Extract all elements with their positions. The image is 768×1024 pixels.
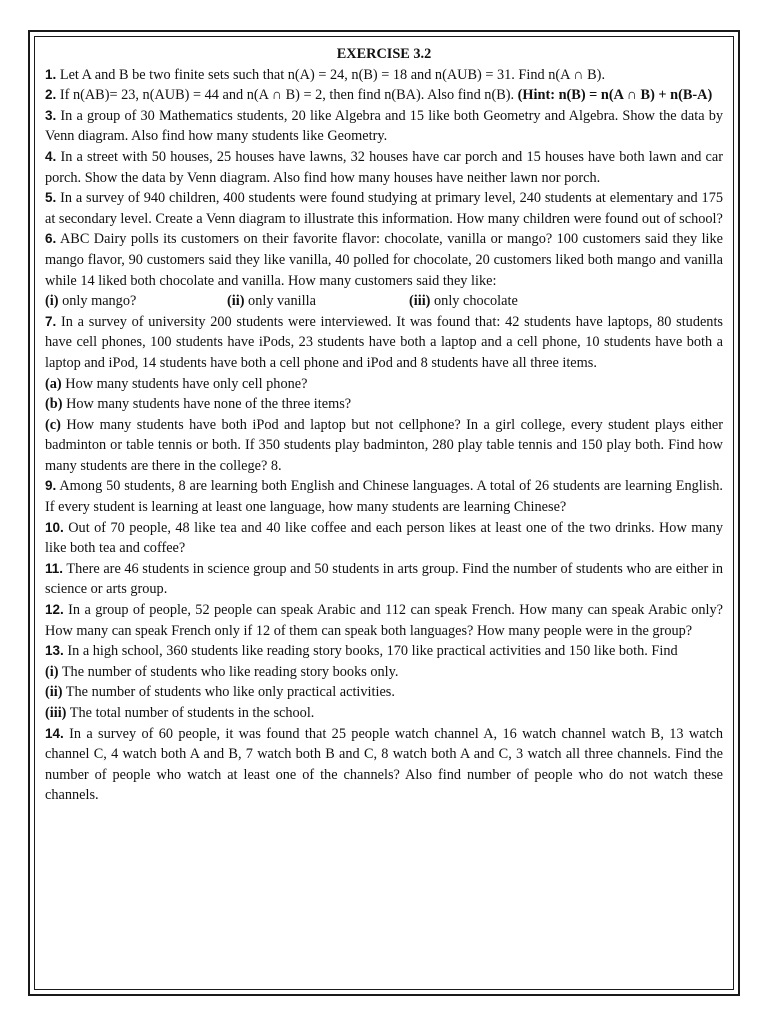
question-2 bbox=[45, 85, 723, 106]
option-iii bbox=[409, 291, 518, 312]
question-9 bbox=[45, 476, 723, 517]
question-number: 3. bbox=[45, 107, 57, 123]
question-text: In a survey of 940 children, 400 students were found studying at primary level, 240 students at elementary and 175 at secondary level. Create a Venn diagram to illustrate this information. How many children were found out of school? bbox=[45, 190, 723, 227]
part-text: The number of students who like only practical activities. bbox=[65, 684, 395, 701]
question-13i bbox=[45, 662, 723, 683]
option-ii bbox=[227, 291, 409, 312]
part-text: The number of students who like reading story books only. bbox=[61, 663, 399, 680]
question-text: In a survey of 60 people, it was found that 25 people watch channel A, 16 watch channel watch B, 13 watch channel C, 4 watch both A and B, 7 watch both B and C, 8 watch both A and C, 3 watch all three channels. Find the number of people who watch at least one of the channels? Also find number of people who do not watch these channels. bbox=[45, 725, 724, 804]
part-label: (c) bbox=[45, 416, 61, 433]
part-label: (b) bbox=[45, 396, 63, 413]
hint-text: (Hint: n(B) = n(A ∩ B) + n(B-A) bbox=[517, 87, 713, 104]
question-12 bbox=[45, 600, 723, 641]
part-label: (iii) bbox=[45, 705, 67, 721]
question-number: 7. bbox=[45, 313, 57, 329]
question-5 bbox=[45, 188, 723, 229]
question-text: In a street with 50 houses, 25 houses have lawns, 32 houses have car porch and 15 houses have both lawn and car porch. Show the data by Venn diagram. Also find how many houses have neither lawn nor porch. bbox=[45, 148, 723, 186]
question-number: 5. bbox=[45, 190, 57, 206]
question-text: In a high school, 360 students like reading story books, 170 like practical activities and 150 like both. Find bbox=[67, 643, 678, 660]
part-text: How many students have only cell phone? bbox=[65, 375, 308, 392]
question-number: 4. bbox=[45, 148, 57, 164]
question-13ii bbox=[45, 682, 723, 703]
question-13iii bbox=[45, 703, 723, 724]
question-7b bbox=[45, 394, 723, 415]
question-7 bbox=[45, 312, 723, 374]
question-number: 10. bbox=[45, 519, 64, 535]
question-11 bbox=[45, 559, 723, 600]
question-number: 13. bbox=[45, 643, 64, 659]
exercise-content bbox=[45, 44, 723, 806]
question-text: In a group of people, 52 people can speak Arabic and 112 can speak French. How many can speak Arabic only? How many can speak French only if 12 of them can speak both languages? How many people were in the group? bbox=[45, 602, 724, 639]
option-text: only mango? bbox=[62, 293, 137, 310]
question-7c bbox=[45, 415, 723, 477]
part-text: How many students have both iPod and laptop but not cellphone? In a girl college, every student plays either badminton or table tennis or both. If 350 students play badminton, 280 play table tennis and 150 play both. Find how many students are there in the college? 8. bbox=[45, 416, 723, 474]
part-text: The total number of students in the school. bbox=[69, 705, 315, 721]
question-text: In a group of 30 Mathematics students, 20 like Algebra and 15 like both Geometry and Algebra. Show the data by Venn diagram. Also find how many students like Geometry. bbox=[45, 107, 723, 145]
question-6 bbox=[45, 229, 723, 291]
part-text: How many students have none of the three items? bbox=[66, 396, 352, 413]
question-text: Out of 70 people, 48 like tea and 40 like coffee and each person likes at least one of the two drinks. How many like both tea and coffee? bbox=[45, 519, 723, 557]
question-number: 12. bbox=[45, 602, 64, 618]
option-label: (ii) bbox=[227, 293, 245, 310]
question-text: If n(AB)= 23, n(AUB) = 44 and n(A ∩ B) = 2, then find n(BA). Also find n(B). bbox=[59, 87, 515, 104]
exercise-title: EXERCISE 3.2 bbox=[336, 46, 432, 62]
option-text: only vanilla bbox=[248, 293, 316, 310]
option-label: (i) bbox=[45, 293, 59, 310]
question-13 bbox=[45, 641, 723, 662]
question-10 bbox=[45, 518, 723, 559]
question-number: 6. bbox=[45, 231, 57, 247]
question-6-options bbox=[45, 291, 723, 312]
question-number: 9. bbox=[45, 478, 57, 494]
question-text: Let A and B be two finite sets such that n(A) = 24, n(B) = 18 and n(AUB) = 31. Find n(A ∩ B). bbox=[59, 66, 606, 83]
option-label: (iii) bbox=[409, 293, 431, 310]
question-text: In a survey of university 200 students were interviewed. It was found that: 42 students have laptops, 80 students have cell phones, 100 students have iPods, 23 students have both a laptop and a cell phone, 10 students have both a laptop and iPod, 14 students have both a cell phone and iPod and 8 students have all three items. bbox=[45, 313, 723, 371]
part-label: (i) bbox=[45, 663, 59, 680]
option-i bbox=[45, 291, 227, 312]
option-text: only chocolate bbox=[434, 293, 518, 310]
question-number: 1. bbox=[45, 66, 57, 82]
question-text: ABC Dairy polls its customers on their favorite flavor: chocolate, vanilla or mango? 100 customers said they like mango flavor, 90 customers said they like vanilla, 40 polled for chocolate, 20 customers liked both mango and vanilla while 14 liked both chocolate and vanilla. How many customers said they like: bbox=[45, 231, 724, 289]
question-text: Among 50 students, 8 are learning both English and Chinese languages. A total of 26 students are learning English. If every student is learning at least one language, how many students are learning Chinese? bbox=[45, 478, 723, 516]
question-number: 14. bbox=[45, 725, 64, 741]
question-1 bbox=[45, 65, 723, 86]
question-3 bbox=[45, 106, 723, 147]
part-label: (a) bbox=[45, 375, 62, 392]
question-4 bbox=[45, 147, 723, 188]
part-label: (ii) bbox=[45, 684, 63, 701]
question-number: 2. bbox=[45, 87, 57, 103]
question-14 bbox=[45, 724, 723, 806]
question-7a bbox=[45, 374, 723, 395]
question-number: 11. bbox=[45, 560, 64, 576]
question-text: There are 46 students in science group and 50 students in arts group. Find the number of students who are either in science or arts group. bbox=[45, 560, 723, 598]
